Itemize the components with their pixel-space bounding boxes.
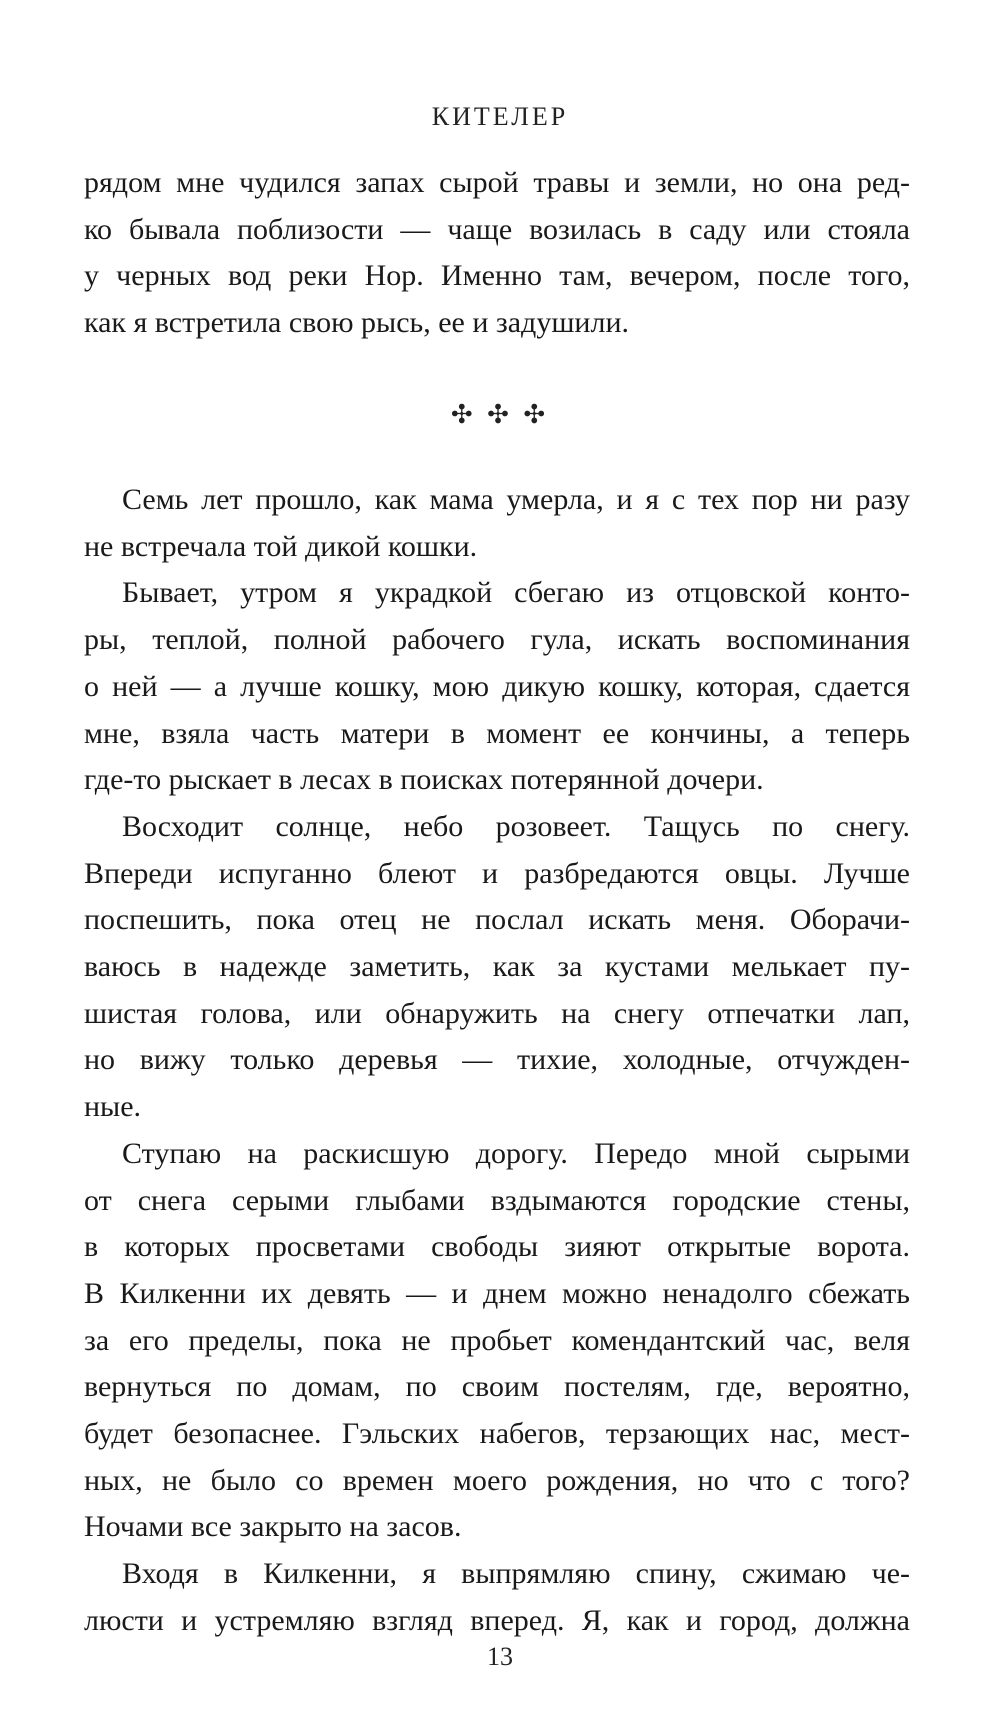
text-line: Впереди испуганно блеют и разбредаются овцы. Лучше <box>84 856 910 890</box>
text-line: где-то рыскает в лесах в поисках потерянной дочери. <box>84 763 764 797</box>
main-text-block <box>84 477 910 1645</box>
paragraph <box>84 570 910 804</box>
paragraph <box>84 1131 910 1551</box>
text-line: о ней — а лучше кошку, мою дикую кошку, которая, сдается <box>84 669 910 703</box>
text-line: Ступаю на раскисшую дорогу. Передо мной сырыми <box>122 1136 910 1170</box>
section-separator: ✣ ✣ ✣ <box>450 400 550 429</box>
text-line: будет безопаснее. Гэльских набегов, терзающих нас, мест- <box>84 1417 910 1451</box>
text-line: у черных вод реки Нор. Именно там, вечером, после того, <box>84 259 910 293</box>
text-line: Семь лет прошло, как мама умерла, и я с тех пор ни разу <box>122 483 910 516</box>
paragraph-continued <box>84 160 910 347</box>
text-line: Входя в Килкенни, я выпрямляю спину, сжимаю че- <box>122 1557 910 1591</box>
text-line: в которых просветами свободы зияют открытые ворота. <box>84 1230 910 1264</box>
text-line: не встречала той дикой кошки. <box>84 529 478 563</box>
text-line: Ночами все закрыто на засов. <box>84 1510 462 1544</box>
text-line: В Килкенни их девять — и днем можно ненадолго сбежать <box>84 1276 910 1310</box>
text-line: ры, теплой, полной рабочего гула, искать воспоминания <box>84 623 910 657</box>
text-line: от снега серыми глыбами вздымаются городские стены, <box>84 1183 910 1217</box>
text-line: ко бывала поблизости — чаще возилась в саду или стояла <box>84 212 910 246</box>
text-line: Бывает, утром я украдкой сбегаю из отцовской конто- <box>122 576 910 610</box>
text-line: ных, не было со времен моего рождения, но что с того? <box>84 1463 910 1497</box>
text-line: рядом мне чудился запах сырой травы и земли, но она ред- <box>84 166 910 199</box>
text-line: за его пределы, пока не пробьет комендантский час, веля <box>84 1323 910 1357</box>
text-line: как я встретила свою рысь, ее и задушили. <box>84 306 629 340</box>
text-line: люсти и устремляю взгляд вперед. Я, как и город, должна <box>84 1603 910 1637</box>
text-line: шистая голова, или обнаружить на снегу отпечатки лап, <box>84 996 910 1030</box>
text-line: но вижу только деревья — тихие, холодные, отчужден- <box>84 1043 910 1077</box>
text-line: мне, взяла часть матери в момент ее кончины, а теперь <box>84 716 910 750</box>
text-line: вернуться по домам, по своим постелям, где, вероятно, <box>84 1370 910 1404</box>
paragraph <box>84 804 910 1131</box>
top-text-block <box>84 160 910 347</box>
running-head: КИТЕЛЕР <box>431 102 569 131</box>
page-number: 13 <box>487 1642 513 1671</box>
text-line: Восходит солнце, небо розовеет. Тащусь по снегу. <box>122 809 910 843</box>
text-line: поспешить, пока отец не послал искать меня. Оборачи- <box>84 903 910 937</box>
paragraph <box>84 1551 910 1644</box>
text-line: ные. <box>84 1090 142 1124</box>
paragraph <box>84 477 910 570</box>
text-line: ваюсь в надежде заметить, как за кустами мелькает пу- <box>84 950 910 984</box>
